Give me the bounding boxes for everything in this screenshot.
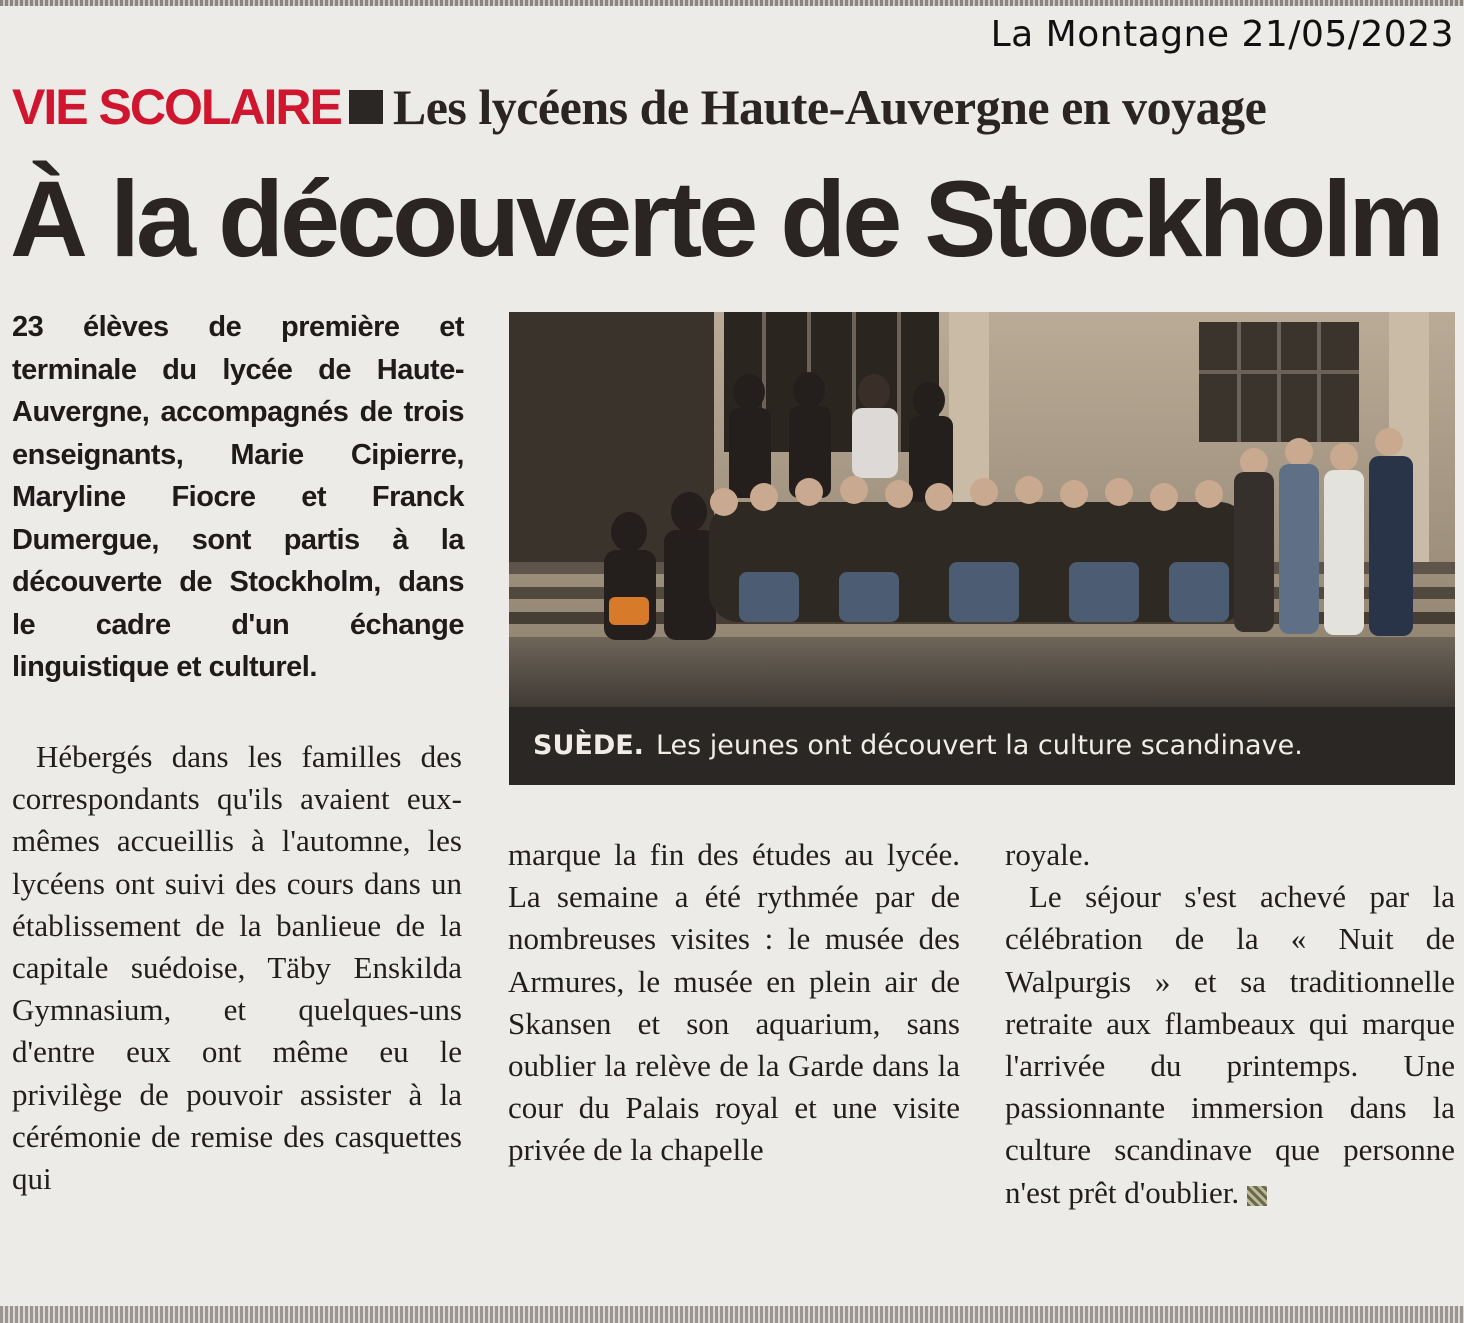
group-photo-image xyxy=(509,312,1455,707)
caption-label: SUÈDE. xyxy=(533,730,644,761)
caption-text: Les jeunes ont découvert la culture scandinave. xyxy=(655,730,1303,761)
headline: À la découverte de Stockholm xyxy=(10,158,1441,279)
source-stamp: La Montagne 21/05/2023 xyxy=(990,14,1454,55)
body-column-3-p2-text: Le séjour s'est achevé par la célébration de la « Nuit de Walpurgis » et sa traditionnelle retraite aux flambeaux qui marque l'arrivée du printemps. Une passionnante immersion dans la culture scandinave que personne n'est prêt d'oublier. xyxy=(1005,879,1455,1210)
top-rule xyxy=(0,0,1464,6)
kicker-subtitle: Les lycéens de Haute-Auvergne en voyage xyxy=(392,79,1267,135)
lead-paragraph: 23 élèves de première et terminale du lycée de Haute-Auvergne, accompagnés de trois enseignants, Marie Cipierre, Maryline Fiocre et Franck Dumergue, sont partis à la découverte de Stockholm, dans le cadre d'un échange linguistique et culturel. xyxy=(12,311,464,683)
body-column-1: Hébergés dans les familles des correspondants qu'ils avaient eux-mêmes accueillis à l'automne, les lycéens ont suivi des cours dans un établissement de la banlieue de la capitale suédoise, Täby Enskilda Gymnasium, et quelques-uns d'entre eux ont même eu le privilège de pouvoir assister à la cérémonie de remise des casquettes qui xyxy=(12,739,462,1197)
photo-caption xyxy=(509,707,1455,785)
body-column-3 xyxy=(1005,834,1455,1214)
section-rubric: VIE SCOLAIRE xyxy=(12,79,341,135)
body-column-3-p2 xyxy=(1005,876,1455,1214)
square-bullet-icon xyxy=(349,90,383,124)
body-column-2: marque la fin des études au lycée. La semaine a été rythmée par de nombreuses visites : le musée des Armures, le musée en plein air de Skansen et son aquarium, sans oublier la relève de la Garde dans la cour du Palais royal et une visite privée de la chapelle xyxy=(508,837,960,1168)
kicker xyxy=(12,78,1266,136)
end-mark-icon xyxy=(1247,1186,1267,1206)
photo xyxy=(509,312,1455,785)
body-column-3-p1: royale. xyxy=(1005,837,1091,872)
bottom-rule xyxy=(0,1306,1464,1323)
